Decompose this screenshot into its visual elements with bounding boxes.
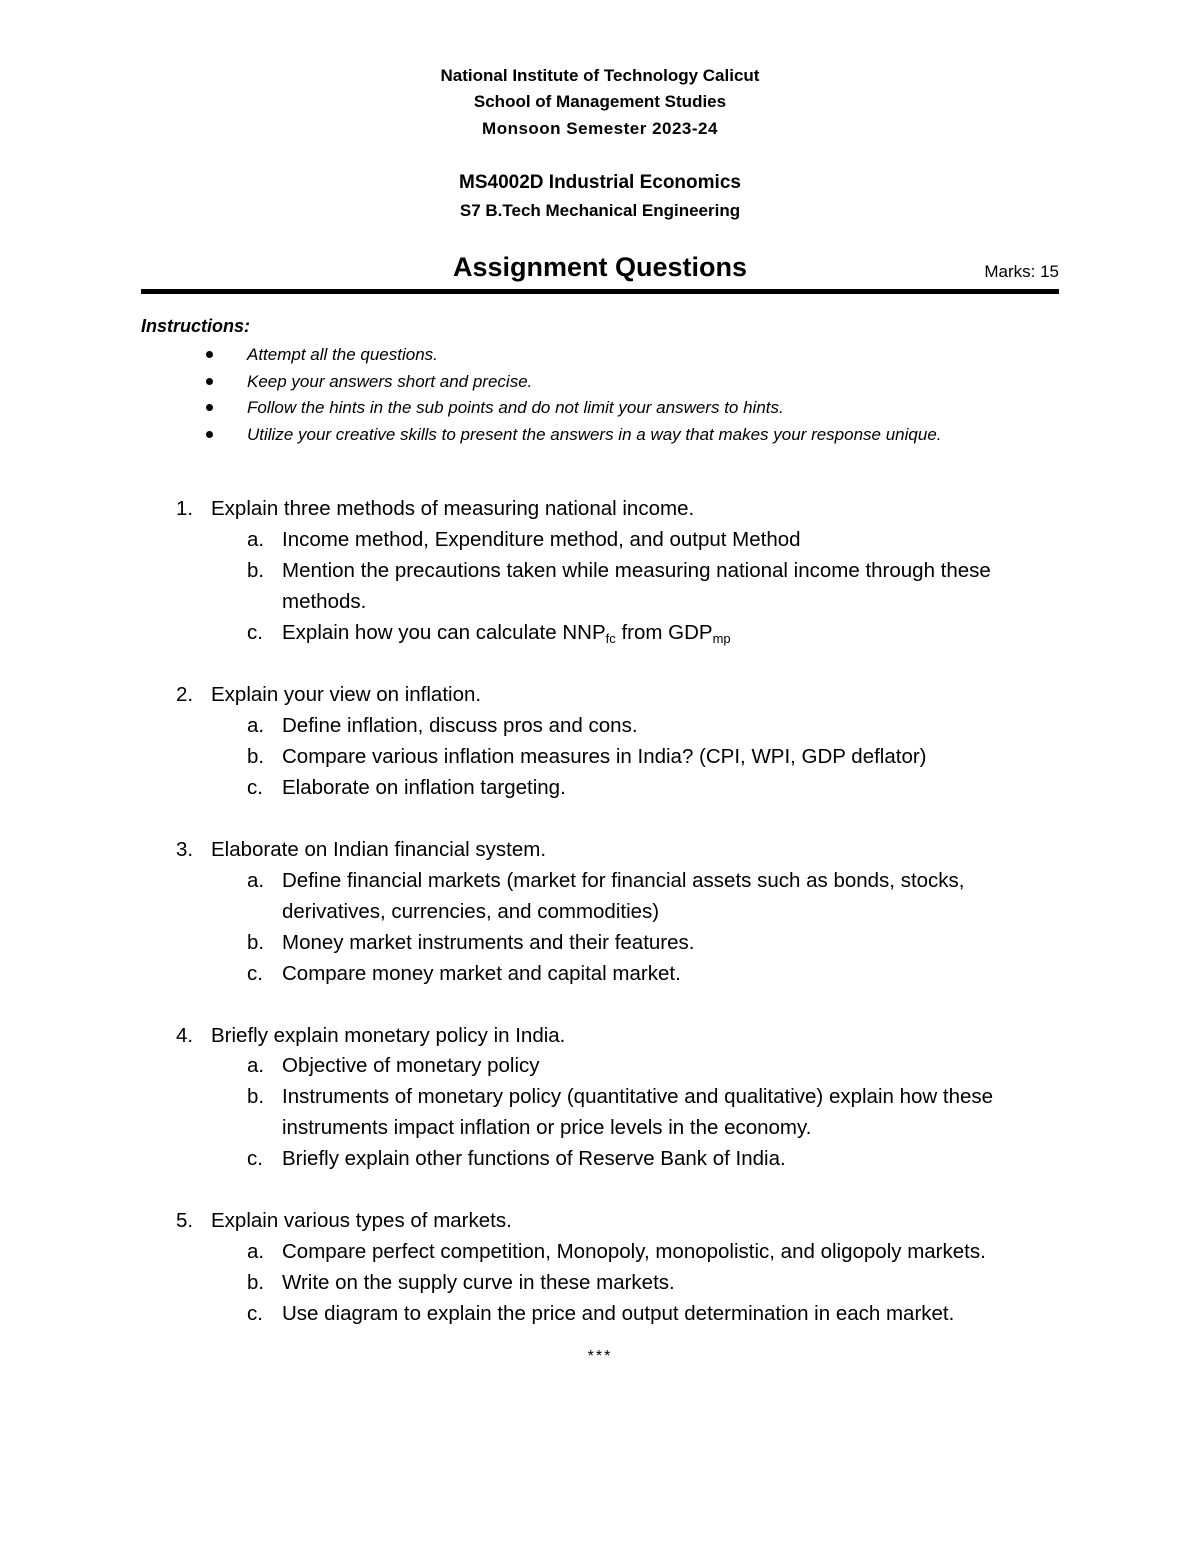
- bullet-icon: [206, 404, 213, 411]
- institute-name: National Institute of Technology Calicut: [440, 66, 760, 85]
- sub-point-text: Money market instruments and their features.: [282, 931, 695, 954]
- class-name: S7 B.Tech Mechanical Engineering: [459, 201, 741, 220]
- sub-point-letter: b.: [247, 931, 265, 954]
- instruction-text: Utilize your creative skills to present the answers in a way that makes your response unique.: [247, 424, 942, 444]
- question-text: Explain three methods of measuring national income.: [211, 497, 695, 520]
- sub-point-letter: a.: [247, 869, 265, 892]
- page-title: Assignment Questions: [452, 252, 748, 282]
- title-divider: [141, 289, 1059, 294]
- sub-point-text: Compare various inflation measures in India? (CPI, WPI, GDP deflator): [282, 745, 927, 768]
- sub-point-text: Use diagram to explain the price and output determination in each market.: [282, 1302, 955, 1325]
- sub-point-letter: b.: [247, 559, 265, 582]
- formula-subscript-a: fc: [605, 631, 616, 646]
- sub-point-text: derivatives, currencies, and commodities): [282, 900, 660, 923]
- sub-point-letter: c.: [247, 776, 263, 799]
- question-text: Explain your view on inflation.: [211, 683, 482, 706]
- sub-point-letter: a.: [247, 528, 265, 551]
- title-row: [141, 252, 1059, 288]
- sub-point-text: Objective of monetary policy: [282, 1054, 540, 1077]
- sub-point-text: Define inflation, discuss pros and cons.: [282, 714, 638, 737]
- sub-point-text: Income method, Expenditure method, and output Method: [282, 528, 801, 551]
- marks-label: Marks: 15: [984, 262, 1059, 281]
- formula-text-a: Explain how you can calculate NNP: [282, 621, 606, 644]
- course-title: MS4002D Industrial Economics: [459, 172, 741, 193]
- question-number: 5.: [176, 1209, 194, 1232]
- sub-point-letter: b.: [247, 1085, 265, 1108]
- sub-point-text: instruments impact inflation or price levels in the economy.: [282, 1116, 812, 1139]
- sub-point-letter: c.: [247, 1302, 263, 1325]
- sub-point-text: Elaborate on inflation targeting.: [282, 776, 566, 799]
- sub-point-letter: c.: [247, 621, 263, 644]
- sub-point-letter: c.: [247, 1147, 263, 1170]
- formula-text-b: from GDP: [615, 621, 713, 644]
- school-name: School of Management Studies: [473, 92, 727, 111]
- sub-point-text: [282, 619, 731, 653]
- sub-point-letter: b.: [247, 1271, 265, 1294]
- sub-point-letter: a.: [247, 1054, 265, 1077]
- sub-point-letter: b.: [247, 745, 265, 768]
- bullet-icon: [206, 351, 213, 358]
- sub-point-text: Mention the precautions taken while measuring national income through these: [282, 559, 991, 582]
- bullet-icon: [206, 431, 213, 438]
- question-number: 2.: [176, 683, 194, 706]
- semester: Monsoon Semester 2023-24: [482, 119, 718, 138]
- formula-subscript-b: mp: [712, 631, 731, 646]
- instruction-text: Keep your answers short and precise.: [247, 371, 533, 391]
- instruction-text: Follow the hints in the sub points and do not limit your answers to hints.: [247, 398, 784, 417]
- question-text: Briefly explain monetary policy in India.: [211, 1024, 566, 1047]
- sub-point-letter: c.: [247, 962, 263, 985]
- sub-point-text: Write on the supply curve in these markets.: [282, 1271, 675, 1294]
- sub-point-text: Compare perfect competition, Monopoly, monopolistic, and oligopoly markets.: [282, 1240, 986, 1263]
- question-text: Elaborate on Indian financial system.: [211, 838, 547, 861]
- sub-point-letter: a.: [247, 714, 265, 737]
- sub-point-text: Compare money market and capital market.: [282, 962, 681, 985]
- sub-point-text: Define financial markets (market for financial assets such as bonds, stocks,: [282, 869, 965, 892]
- end-marker: ***: [587, 1348, 613, 1365]
- sub-point-text: methods.: [282, 590, 367, 613]
- sub-point-text: Briefly explain other functions of Reserve Bank of India.: [282, 1147, 786, 1170]
- question-number: 1.: [176, 497, 194, 520]
- sub-point-letter: a.: [247, 1240, 265, 1263]
- bullet-icon: [206, 378, 213, 385]
- instructions-heading: Instructions:: [141, 316, 251, 336]
- instruction-text: Attempt all the questions.: [247, 345, 438, 364]
- question-number: 4.: [176, 1024, 194, 1047]
- question-number: 3.: [176, 838, 194, 861]
- question-text: Explain various types of markets.: [211, 1209, 512, 1232]
- sub-point-text: Instruments of monetary policy (quantitative and qualitative) explain how these: [282, 1085, 994, 1108]
